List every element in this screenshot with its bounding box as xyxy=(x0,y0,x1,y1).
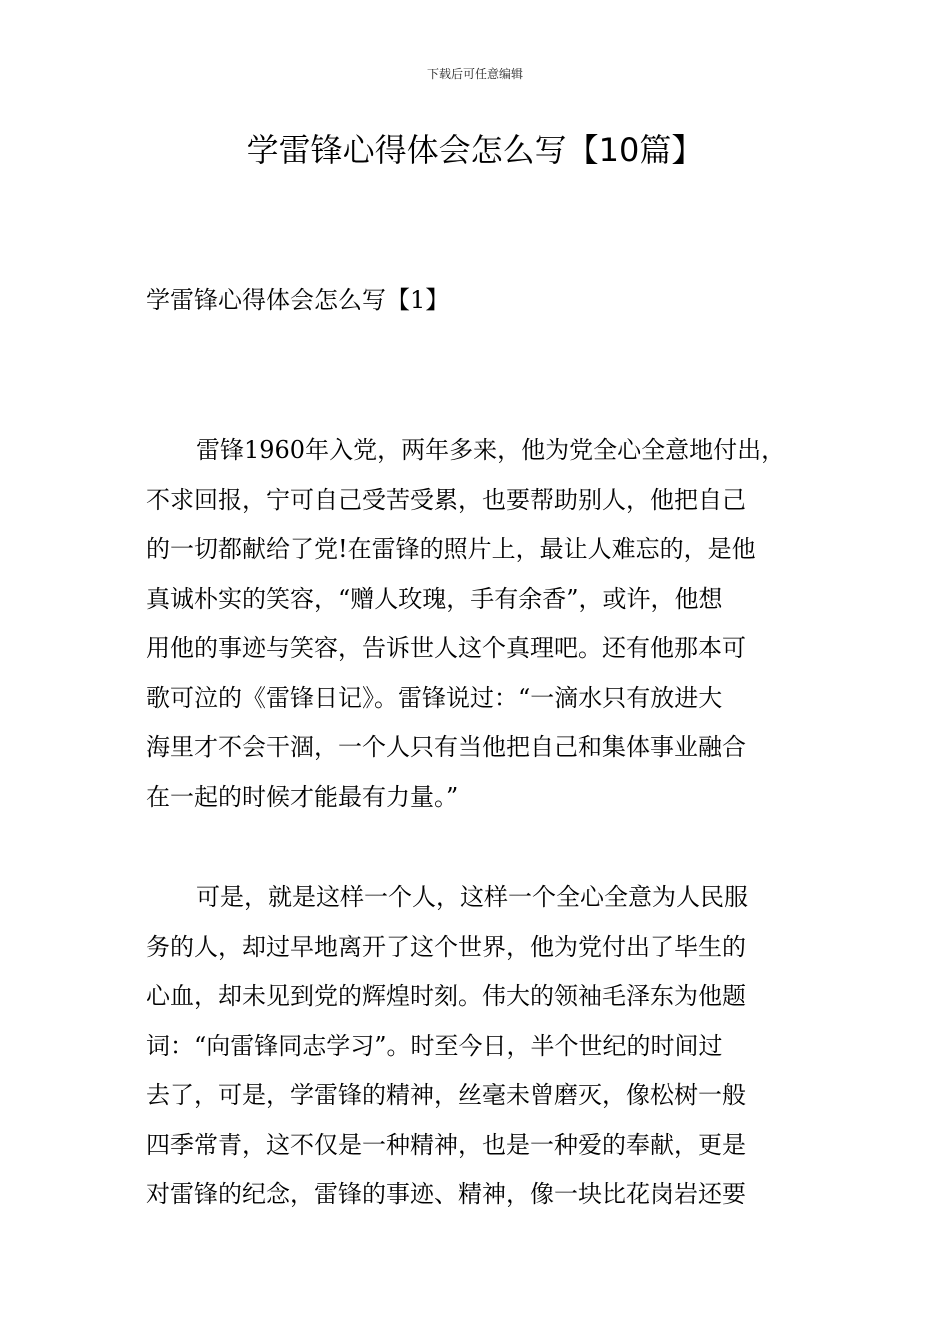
paragraph-1 xyxy=(146,426,806,822)
paragraph-line: 歌可泣的《雷锋日记》。雷锋说过：“一滴水只有放进大 xyxy=(146,683,723,712)
document-title: 学雷锋心得体会怎么写【10篇】 xyxy=(246,131,704,169)
paragraph-line: 海里才不会干涸，一个人只有当他把自己和集体事业融合 xyxy=(146,733,746,761)
paragraph-line: 去了，可是，学雷锋的精神，丝毫未曾磨灭，像松树一般 xyxy=(146,1081,746,1109)
paragraph-line: 在一起的时候才能最有力量。” xyxy=(146,782,459,811)
header-note: 下载后可任意编辑 xyxy=(426,67,523,81)
paragraph-line: 四季常青，这不仅是一种精神，也是一种爱的奉献，更是 xyxy=(146,1130,746,1159)
paragraph-line: 的一切都献给了党!在雷锋的照片上，最让人难忘的，是他 xyxy=(146,535,756,563)
paragraph-line: 不求回报，宁可自己受苦受累，也要帮助别人，他把自己 xyxy=(146,485,746,514)
paragraph-line: 词：“向雷锋同志学习”。时至今日，半个世纪的时间过 xyxy=(146,1031,723,1060)
paragraph-line: 可是，就是这样一个人，这样一个全心全意为人民服 xyxy=(196,883,748,911)
paragraph-line: 心血，却未见到党的辉煌时刻。伟大的领袖毛泽东为他题 xyxy=(146,982,746,1010)
paragraph-line: 雷锋1960年入党，两年多来，他为党全心全意地付出， xyxy=(196,436,786,464)
section-heading: 学雷锋心得体会怎么写【1】 xyxy=(146,286,450,314)
paragraph-line: 务的人，却过早地离开了这个世界，他为党付出了毕生的 xyxy=(146,932,746,961)
paragraph-line: 用他的事迹与笑容，告诉世人这个真理吧。还有他那本可 xyxy=(146,634,746,662)
paragraph-line: 对雷锋的纪念，雷锋的事迹、精神，像一块比花岗岩还要 xyxy=(146,1180,746,1208)
paragraph-line: 真诚朴实的笑容，“赠人玫瑰，手有余香”，或许，他想 xyxy=(146,584,723,613)
paragraph-2 xyxy=(146,873,806,1220)
